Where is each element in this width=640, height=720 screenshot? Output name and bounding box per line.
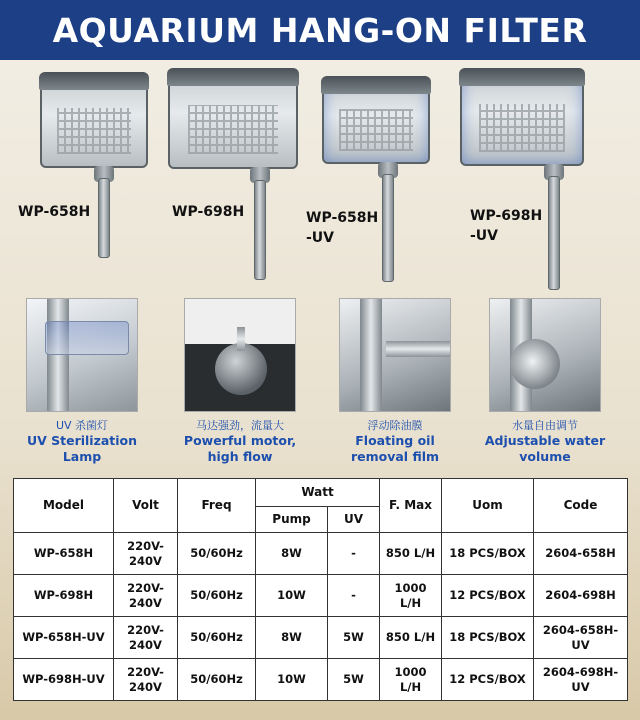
cell-freq: 50/60Hz: [178, 533, 256, 575]
cell-model: WP-658H-UV: [14, 617, 114, 659]
cell-uv: 5W: [328, 617, 380, 659]
title-banner: [0, 0, 640, 60]
cell-uom: 18 PCS/BOX: [442, 617, 534, 659]
feature-list: [0, 298, 640, 476]
cell-fmax: 850 L/H: [380, 617, 442, 659]
table-row: [14, 617, 628, 659]
cell-fmax: 850 L/H: [380, 533, 442, 575]
product-image-wp-698h: [168, 74, 300, 289]
feature-water-volume: [477, 298, 613, 465]
header-uv: UV: [328, 507, 380, 533]
table-row: [14, 659, 628, 701]
feature-photo: [489, 298, 601, 412]
product-image-wp-658h: [40, 78, 150, 278]
product-label: WP-658H: [18, 204, 91, 220]
cell-freq: 50/60Hz: [178, 659, 256, 701]
cell-model: WP-698H: [14, 575, 114, 617]
feature-photo: [184, 298, 296, 412]
header-code: Code: [534, 479, 628, 533]
cell-fmax: 1000 L/H: [380, 659, 442, 701]
product-label: WP-698H -UV: [470, 208, 543, 244]
cell-uom: 12 PCS/BOX: [442, 575, 534, 617]
feature-motor: [172, 298, 308, 465]
feature-label-en: Adjustable water volume: [484, 433, 606, 464]
header-fmax: F. Max: [380, 479, 442, 533]
feature-label-en: UV Sterilization Lamp: [26, 433, 138, 464]
cell-uv: -: [328, 575, 380, 617]
header-volt: Volt: [114, 479, 178, 533]
cell-fmax: 1000 L/H: [380, 575, 442, 617]
cell-uom: 12 PCS/BOX: [442, 659, 534, 701]
cell-code: 2604-698H: [534, 575, 628, 617]
header-uom: Uom: [442, 479, 534, 533]
feature-uv-lamp: [14, 298, 150, 465]
cell-volt: 220V-240V: [114, 617, 178, 659]
cell-pump: 10W: [256, 575, 328, 617]
cell-freq: 50/60Hz: [178, 575, 256, 617]
product-label: WP-698H: [172, 204, 245, 220]
cell-freq: 50/60Hz: [178, 617, 256, 659]
cell-pump: 8W: [256, 533, 328, 575]
header-model: Model: [14, 479, 114, 533]
cell-uom: 18 PCS/BOX: [442, 533, 534, 575]
header-pump: Pump: [256, 507, 328, 533]
cell-uv: -: [328, 533, 380, 575]
feature-photo: [26, 298, 138, 412]
cell-model: WP-698H-UV: [14, 659, 114, 701]
feature-oil-film: [327, 298, 463, 465]
feature-label-cn: 浮动除油膜: [367, 419, 423, 432]
cell-pump: 8W: [256, 617, 328, 659]
product-image-wp-658h-uv: [322, 82, 434, 282]
feature-label-en: Powerful motor, high flow: [183, 433, 297, 464]
cell-volt: 220V-240V: [114, 575, 178, 617]
page-title: AQUARIUM HANG-ON FILTER: [52, 10, 588, 50]
cell-code: 2604-658H: [534, 533, 628, 575]
feature-photo: [339, 298, 451, 412]
header-watt: Watt: [256, 479, 380, 507]
cell-model: WP-658H: [14, 533, 114, 575]
cell-pump: 10W: [256, 659, 328, 701]
feature-label-cn: UV 杀菌灯: [55, 419, 109, 432]
cell-volt: 220V-240V: [114, 533, 178, 575]
cell-uv: 5W: [328, 659, 380, 701]
table-row: [14, 533, 628, 575]
product-gallery: [0, 60, 640, 295]
table-row: [14, 575, 628, 617]
cell-code: 2604-698H-UV: [534, 659, 628, 701]
feature-label-cn: 马达强劲，流量大: [196, 419, 284, 432]
header-freq: Freq: [178, 479, 256, 533]
cell-volt: 220V-240V: [114, 659, 178, 701]
feature-label-en: Floating oil removal film: [350, 433, 440, 464]
product-image-wp-698h-uv: [460, 74, 586, 294]
cell-code: 2604-658H-UV: [534, 617, 628, 659]
feature-label-cn: 水量自由调节: [512, 419, 578, 432]
product-label: WP-658H -UV: [306, 210, 379, 246]
spec-table: [13, 478, 628, 701]
